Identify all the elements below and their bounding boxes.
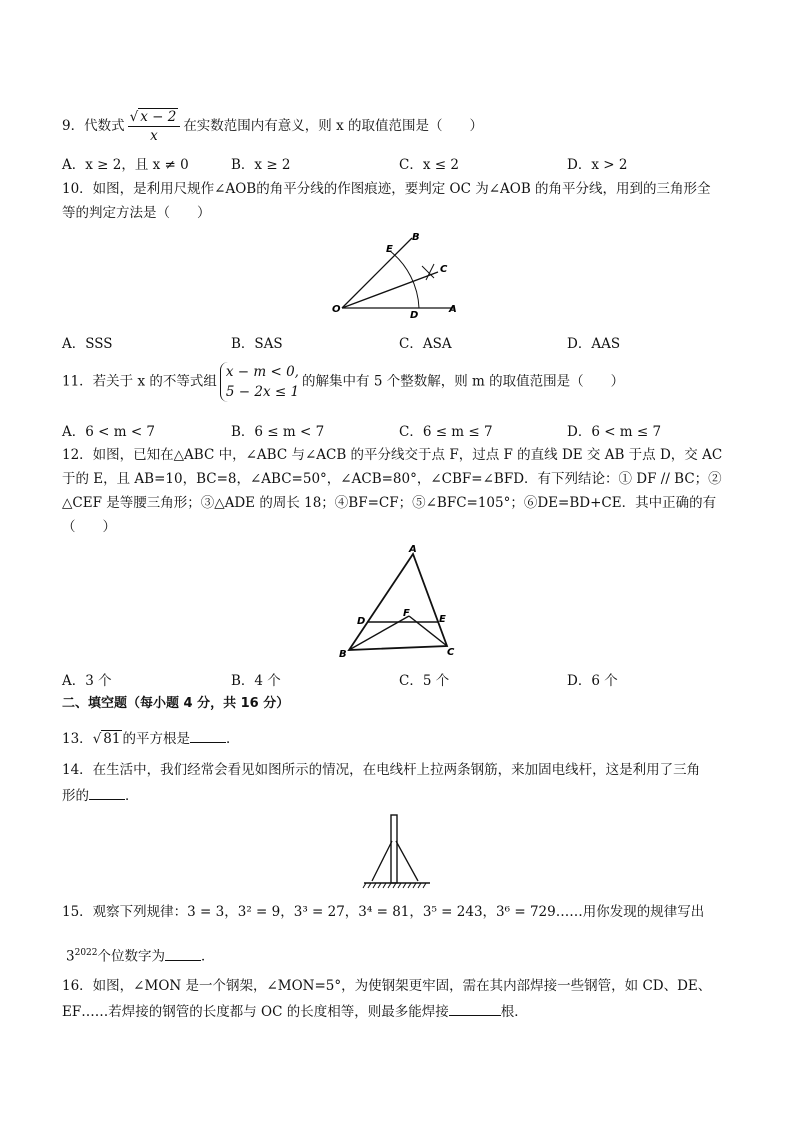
q14-line2 xyxy=(62,787,139,805)
q11-inequality-system xyxy=(220,362,299,402)
q16-line2 xyxy=(62,1003,528,1021)
q10-line2: 等的判定方法是（ ） xyxy=(62,205,211,221)
label-F: F xyxy=(403,608,410,619)
ray-oc xyxy=(342,272,438,308)
q10-line1: 10．如图，是利用尺规作∠AOB的角平分线的作图痕迹，要判定 OC 为∠AOB 的角平分线，用到的三角形全 xyxy=(62,181,711,197)
q10-option-d: D．AAS xyxy=(567,336,621,352)
q9-stem xyxy=(62,108,483,145)
q9-frac-numerator: x − 2 xyxy=(140,109,177,125)
brace-left xyxy=(372,841,392,881)
label-E: E xyxy=(386,244,393,255)
q9-frac-denominator: x xyxy=(150,128,158,144)
q12-option-b: B．4 个 xyxy=(231,673,281,689)
q12-option-a: A．3 个 xyxy=(62,673,112,689)
q11-option-d: D．6 < m ≤ 7 xyxy=(567,424,662,440)
q15-line2-text: 个位数字为 xyxy=(97,948,165,965)
q13-radicand: 81 xyxy=(103,731,121,747)
q11-stem xyxy=(62,362,624,402)
q9-option-b: B．x ≥ 2 xyxy=(231,157,291,173)
q14-answer-blank[interactable] xyxy=(89,787,125,800)
q14-line1: 14．在生活中，我们经常会看见如图所示的情况，在电线杆上拉两条钢筋，来加固电线杆，这是利用了三角 xyxy=(62,762,701,778)
q15-end: ． xyxy=(201,948,215,965)
q11-ineq-2: 5 − 2x ≤ 1 xyxy=(225,384,300,400)
q15-base: 3 xyxy=(66,948,75,965)
arc-ed xyxy=(390,251,419,308)
label-B: B xyxy=(412,232,420,243)
q12-option-c: C．5 个 xyxy=(399,673,450,689)
q13-suffix: 的平方根是 xyxy=(122,731,190,747)
label-A: A xyxy=(449,304,457,315)
q16-line2-text: EF……若焊接的钢管的长度都与 OC 的长度相等，则最多能焊接 xyxy=(62,1004,449,1020)
label-O: O xyxy=(332,304,341,315)
q14-pole-figure xyxy=(362,813,432,889)
q10-option-c: C．ASA xyxy=(399,336,452,352)
q16-end: 根． xyxy=(500,1004,528,1020)
q14-end: ． xyxy=(125,788,139,804)
label-D: D xyxy=(357,616,366,627)
q13-end: ． xyxy=(225,731,240,747)
brace-right xyxy=(396,841,418,881)
q9-fraction: $\frac{√ x - 2}{x}$ xyxy=(128,108,181,145)
label-C: C xyxy=(447,647,455,658)
q14-line2-text: 形的 xyxy=(62,788,89,804)
label-C: C xyxy=(440,264,448,275)
q9-option-c: C．x ≤ 2 xyxy=(399,157,459,173)
q15-line1: 15．观察下列规律：3 = 3，3² = 9，3³ = 27，3⁴ = 81，3⁵ = 243，3⁶ = 729……用你发现的规律写出 xyxy=(62,904,705,920)
q11-suffix: 的解集中有 5 个整数解，则 m 的取值范围是（ ） xyxy=(302,373,625,390)
q13-number: 13． xyxy=(62,731,93,747)
arc-mark-2 xyxy=(426,264,434,280)
q11-ineq-1: x − m < 0, xyxy=(225,364,299,380)
pole xyxy=(391,815,397,883)
q15-exponent: 2022 xyxy=(74,948,98,958)
section-2-heading: 二、填空题（每小题 4 分，共 16 分） xyxy=(62,696,290,711)
q12-line3: △CEF 是等腰三角形；③△ADE 的周长 18；④BF=CF；⑤∠BFC=105°；⑥DE=BD+CE．其中正确的有 xyxy=(62,495,717,511)
ray-ob xyxy=(342,238,412,308)
q12-line2: 于的 E，且 AB=10，BC=8，∠ABC=50°，∠ACB=80°，∠CBF=∠BFD．有下列结论：① DF // BC；② xyxy=(62,471,722,487)
q9-suffix: 在实数范围内有意义，则 x 的取值范围是（ ） xyxy=(183,118,484,134)
q12-line4: （ ） xyxy=(62,519,116,535)
label-D: D xyxy=(410,310,419,321)
q9-option-d: D．x > 2 xyxy=(567,157,628,173)
q12-figure xyxy=(333,542,463,662)
q15-answer-blank[interactable] xyxy=(165,948,201,961)
q15-line2 xyxy=(66,944,215,966)
q11-option-a: A．6 < m < 7 xyxy=(62,424,156,440)
q10-option-b: B．SAS xyxy=(231,336,283,352)
q9-number: 9． xyxy=(62,118,85,134)
q13-answer-blank[interactable] xyxy=(190,730,226,743)
q10-option-a: A．SSS xyxy=(62,336,113,352)
label-A: A xyxy=(409,544,417,555)
q13-stem: 13．√ 81 的平方根是 ． xyxy=(62,731,240,747)
triangle-abc xyxy=(349,554,447,650)
q12-line1: 12．如图，已知在△ABC 中，∠ABC 与∠ACB 的平分线交于点 F，过点 F 的直线 DE 交 AB 于点 D，交 AC xyxy=(62,447,723,463)
q11-prefix: 11．若关于 x 的不等式组 xyxy=(62,373,217,390)
q16-answer-blank[interactable] xyxy=(449,1003,501,1016)
label-E: E xyxy=(439,614,446,625)
q9-option-a: A．x ≥ 2，且 x ≠ 0 xyxy=(62,157,189,173)
q11-option-b: B．6 ≤ m < 7 xyxy=(231,424,325,440)
label-B: B xyxy=(339,649,347,660)
q9-prefix: 代数式 xyxy=(84,118,125,134)
q16-line1: 16．如图，∠MON 是一个钢架，∠MON=5°，为使钢架更牢固，需在其内部焊接一些钢管，如 CD、DE、 xyxy=(62,978,712,994)
q12-option-d: D．6 个 xyxy=(567,673,618,689)
q11-option-c: C．6 ≤ m ≤ 7 xyxy=(399,424,493,440)
q10-figure xyxy=(330,228,465,323)
